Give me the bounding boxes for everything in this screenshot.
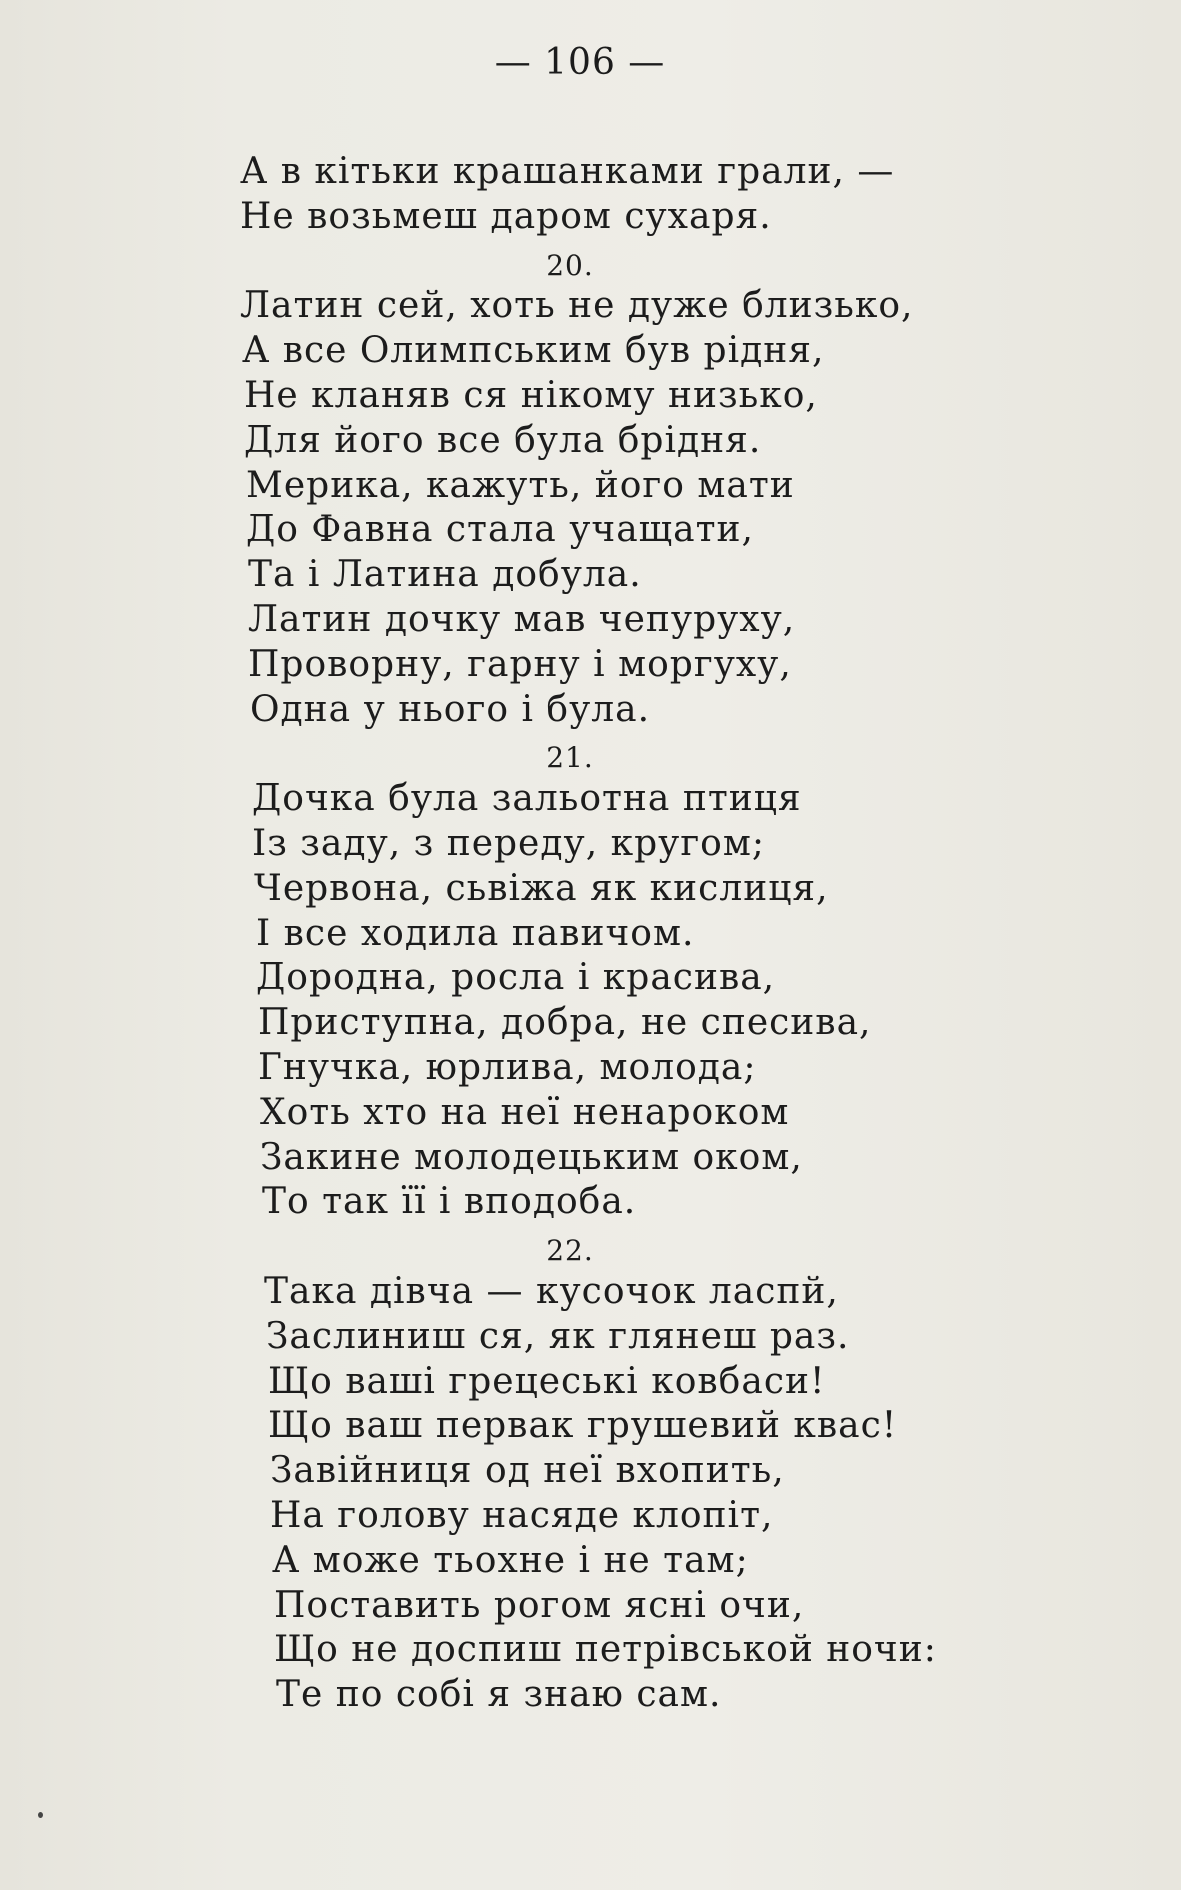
poem-line: На голову насяде клопіт,: [270, 1494, 774, 1536]
poem-line: Проворну, гарну і моргуху,: [248, 643, 792, 685]
page-number: — 106 —: [494, 42, 666, 83]
poem-line: Така дівча — кусочок ласпй,: [264, 1270, 839, 1312]
poem-line: А може тьохне і не там;: [272, 1539, 749, 1581]
poem-line: Заслиниш ся, як глянеш раз.: [266, 1315, 850, 1357]
poem-line: Дочка була зальотна птиця: [252, 778, 802, 820]
poem-line: Поставить рогом ясні очи,: [274, 1584, 805, 1626]
poem-line: До Фавна стала учащати,: [246, 509, 754, 551]
poem-line: Те по собі я знаю сам.: [276, 1674, 722, 1716]
poem-line: Дородна, росла і красива,: [256, 957, 776, 999]
poem-line: Мерика, кажуть, його мати: [246, 464, 795, 506]
poem-line: То так її і вподоба.: [262, 1181, 637, 1223]
poem-line: Закине молодецьким оком,: [260, 1136, 803, 1178]
poem-line: Та і Латина добула.: [248, 554, 642, 596]
poem-line: Із заду, з переду, кругом;: [252, 822, 765, 864]
poem-line: Не кланяв ся нікому низько,: [244, 374, 818, 416]
poem-line: І все ходила павичом.: [256, 912, 695, 954]
poem-line: Червона, сьвіжа як кислиця,: [254, 867, 829, 909]
poem-line: Латин сей, хоть не дуже близько,: [240, 285, 914, 327]
poem-line: А в кітьки крашанками грали, —: [240, 151, 895, 192]
stanza-number: 22.: [546, 1234, 594, 1268]
poem-line: А все Олимпським був рідня,: [242, 330, 825, 372]
poem-line: Що не доспиш петрівськой ночи:: [274, 1629, 937, 1671]
print-speck: [38, 1812, 43, 1818]
poem-line: Що ваш первак грушевий квас!: [268, 1405, 898, 1447]
poem-line: Приступна, добра, не спесива,: [258, 1002, 872, 1044]
poem-line: Хоть хто на неї ненароком: [260, 1091, 790, 1133]
poem-line: Що ваші грецеські ковбаси!: [268, 1360, 826, 1402]
poem-text: [240, 150, 1000, 1718]
stanza-number: 21.: [546, 741, 594, 775]
poem-line: Гнучка, юрлива, молода;: [258, 1046, 757, 1088]
poem-line: Для його все була брідня.: [244, 419, 762, 461]
poem-line: Не возьмеш даром сухаря.: [240, 195, 772, 237]
stanza-number: 20.: [546, 248, 594, 282]
poem-line: Латин дочку мав чепуруху,: [248, 598, 796, 640]
poem-line: Одна у нього і була.: [250, 688, 651, 730]
poem-line: Завійниця од неї вхопить,: [270, 1450, 785, 1492]
